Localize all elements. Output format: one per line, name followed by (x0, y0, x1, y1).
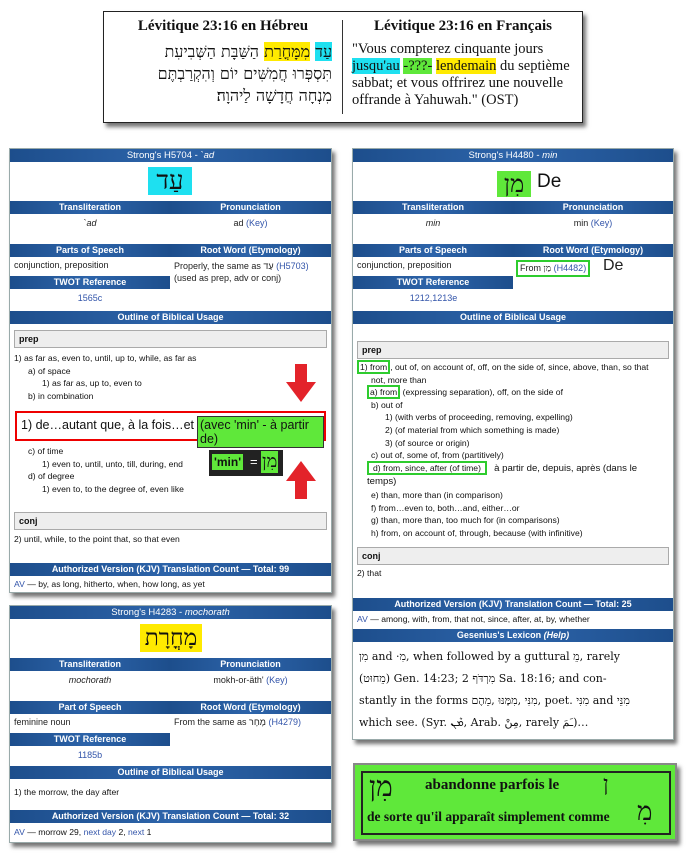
note-line2: de sorte qu'il apparaît simplement comme (367, 809, 610, 824)
french-verse: "Vous compterez cinquante jours jusqu'au -???- lendemain du septième sabbat; et vous offrirez une nouvelle offrande à Yahuwah." (OST) (352, 41, 570, 108)
usage-list: 1) as far as, even to, until, up to, while, as far as a) of space 1) as far as, up to, even to b) in combination (14, 353, 197, 401)
root-label: Root Word (Etymology) (170, 244, 331, 257)
twot-label: TWOT Reference (353, 276, 513, 289)
root-value: From the same as מָחָר (H4279) (174, 717, 301, 727)
root-link[interactable]: (H4279) (268, 717, 301, 727)
pron-label: Pronunciation (170, 201, 331, 214)
hebrew-title: Lévitique 23:16 en Hébreu (137, 18, 309, 34)
pos-value: conjunction, preposition TWOT Reference 1212,1213e (353, 257, 514, 305)
translit-label: Transliteration (10, 658, 170, 671)
kjv-label: Authorized Version (KJV) Translation Count — Total: 25 (353, 598, 673, 611)
french-gloss: De (537, 171, 562, 192)
twot-label: TWOT Reference (10, 276, 170, 289)
french-note-box: 1) de…autant que, à la fois…et (avec 'min' - à partir de) (15, 411, 326, 441)
pron-key-link[interactable]: (Key) (266, 675, 288, 685)
hebrew-word: מָחֳרָת (140, 624, 202, 652)
outline-label: Outline of Biblical Usage (10, 311, 331, 324)
pron-key-link[interactable]: (Key) (246, 218, 268, 228)
gesenius-label: Gesenius's Lexicon (Help) (353, 629, 673, 642)
hebrew-word: עַד (148, 167, 192, 195)
gesenius-help-link[interactable]: (Help) (543, 630, 570, 640)
twot-label: TWOT Reference (10, 733, 170, 746)
translit-value: min (425, 218, 441, 228)
kjv-label: Authorized Version (KJV) Translation Count — Total: 99 (10, 563, 331, 576)
translit-value: `ad (83, 218, 97, 228)
twot-link[interactable]: 1565c (77, 293, 103, 303)
root-label: Root Word (Etymology) (170, 701, 331, 714)
banner-divider (342, 20, 343, 114)
card-title: Strong's H4283 - mochorath (10, 606, 331, 619)
conj-header: conj (357, 547, 669, 565)
av-line: AV — morrow 29, next day 2, next 1 (14, 827, 152, 837)
french-title: Lévitique 23:16 en Français (374, 18, 552, 34)
usage-list-2: c) of time 1) even to, until, unto, till, during, end d) of degree 1) even to, to the degree of, even like (28, 446, 184, 494)
root-gloss: De (603, 257, 624, 274)
translit-value: mochorath (68, 675, 112, 685)
twot-link[interactable]: 1185b (77, 750, 103, 760)
note-box (353, 763, 677, 841)
conj-usage: 2) that (357, 568, 382, 578)
pron-value: min (Key) (573, 218, 613, 228)
pos-value: feminine noun TWOT Reference 1185b (10, 714, 170, 758)
translit-label: Transliteration (353, 201, 513, 214)
pron-key-link[interactable]: (Key) (590, 218, 613, 228)
twot-link[interactable]: 1212,1213e (409, 293, 458, 303)
kjv-label: Authorized Version (KJV) Translation Count — Total: 32 (10, 810, 331, 823)
pos-value: conjunction, preposition TWOT Reference 1565c (10, 257, 170, 301)
min-equals-box: 'min' = מִן (209, 450, 283, 476)
pron-value: mokh-or-äth' (Key) (213, 675, 288, 685)
nun-sofit: ן (603, 772, 609, 797)
pron-label: Pronunciation (170, 658, 331, 671)
av-line: AV — by, as long, hitherto, when, how long, as yet (14, 579, 205, 589)
root-label: Root Word (Etymology) (513, 244, 673, 257)
pron-value: ad (Key) (233, 218, 268, 228)
pos-label: Parts of Speech (353, 244, 513, 257)
root-value: From מַן (H4482) De (514, 257, 673, 305)
card-title: Strong's H5704 - `ad (10, 149, 331, 162)
pos-label: Parts of Speech (10, 244, 170, 257)
outline-label: Outline of Biblical Usage (353, 311, 673, 324)
mem-prefix: מִ (637, 797, 653, 827)
down-arrow-icon (286, 364, 316, 404)
strongs-card-h4480 (352, 148, 674, 740)
usage-list: 1) the morrow, the day after (14, 787, 120, 797)
root-value: Properly, the same as עַד (H5703) (used as prep, adv or conj) (174, 261, 309, 283)
up-arrow-icon (286, 461, 316, 501)
gesenius-text: מִן and ·מִ, when followed by a guttural מֵ, rarely (מֵחוּט) Gen. 14:23; מִרְדֹּף 2 Sa. 18:16; and con- stantly in the forms מִנִּי ,מִמֶּנּוּ ,מֵהֶם, poet. מִנִּי and מִנֵּי which see. (Syr. ܡܶܢ, Arab. مِنْ, rarely ـَمَ)… (359, 650, 630, 729)
av-line: AV — among, with, from, that not, since, after, at, by, whether (357, 614, 590, 624)
prep-header: prep (14, 330, 327, 348)
root-link[interactable]: (H5703) (276, 261, 309, 271)
pos-label: Part of Speech (10, 701, 170, 714)
hebrew-word: מִן (497, 171, 531, 197)
pron-label: Pronunciation (513, 201, 673, 214)
root-link[interactable]: (H4482) (553, 263, 587, 273)
note-line1: abandonne parfois le (425, 777, 560, 793)
translit-label: Transliteration (10, 201, 170, 214)
usage-list: 1) from , out of, on account of, off, on the side of, since, above, than, so that not, more than a) from (expressing separation), off, on the side of b) out of 1) (with verbs of proceeding, removing, expelling) 2) (of material from which something is made) 3) (of source or origin) c) out of, some of, from (partitively) d) from, since, after (of time) à partir de, depuis, après (dans le temps) e) than, more than (in comparison) f) from…even to, both…and, either…or g) than, more than, too much for (in comparisons) h) from, on account of, through, because (with infinitive) (357, 361, 669, 539)
card-title: Strong's H4480 - min (353, 149, 673, 162)
conj-header: conj (14, 512, 327, 530)
strongs-card-h4283 (9, 605, 332, 843)
strongs-card-h5704 (9, 148, 332, 593)
outline-label: Outline of Biblical Usage (10, 766, 331, 779)
conj-usage: 2) until, while, to the point that, so that even (14, 534, 180, 544)
prep-header: prep (357, 341, 669, 359)
min-hebrew: מִן (369, 770, 393, 803)
hebrew-verse: עַד מִמָּחֳרַת הַשַּׁבָּת הַשְּׁבִיעִת תִּסְפְּרוּ חֲמִשִּׁים יוֹם וְהִקְרַבְתֶּם מִנְחָה חֲדָשָׁה לַיהוָה׃ (157, 42, 332, 105)
verse-banner (103, 11, 583, 123)
